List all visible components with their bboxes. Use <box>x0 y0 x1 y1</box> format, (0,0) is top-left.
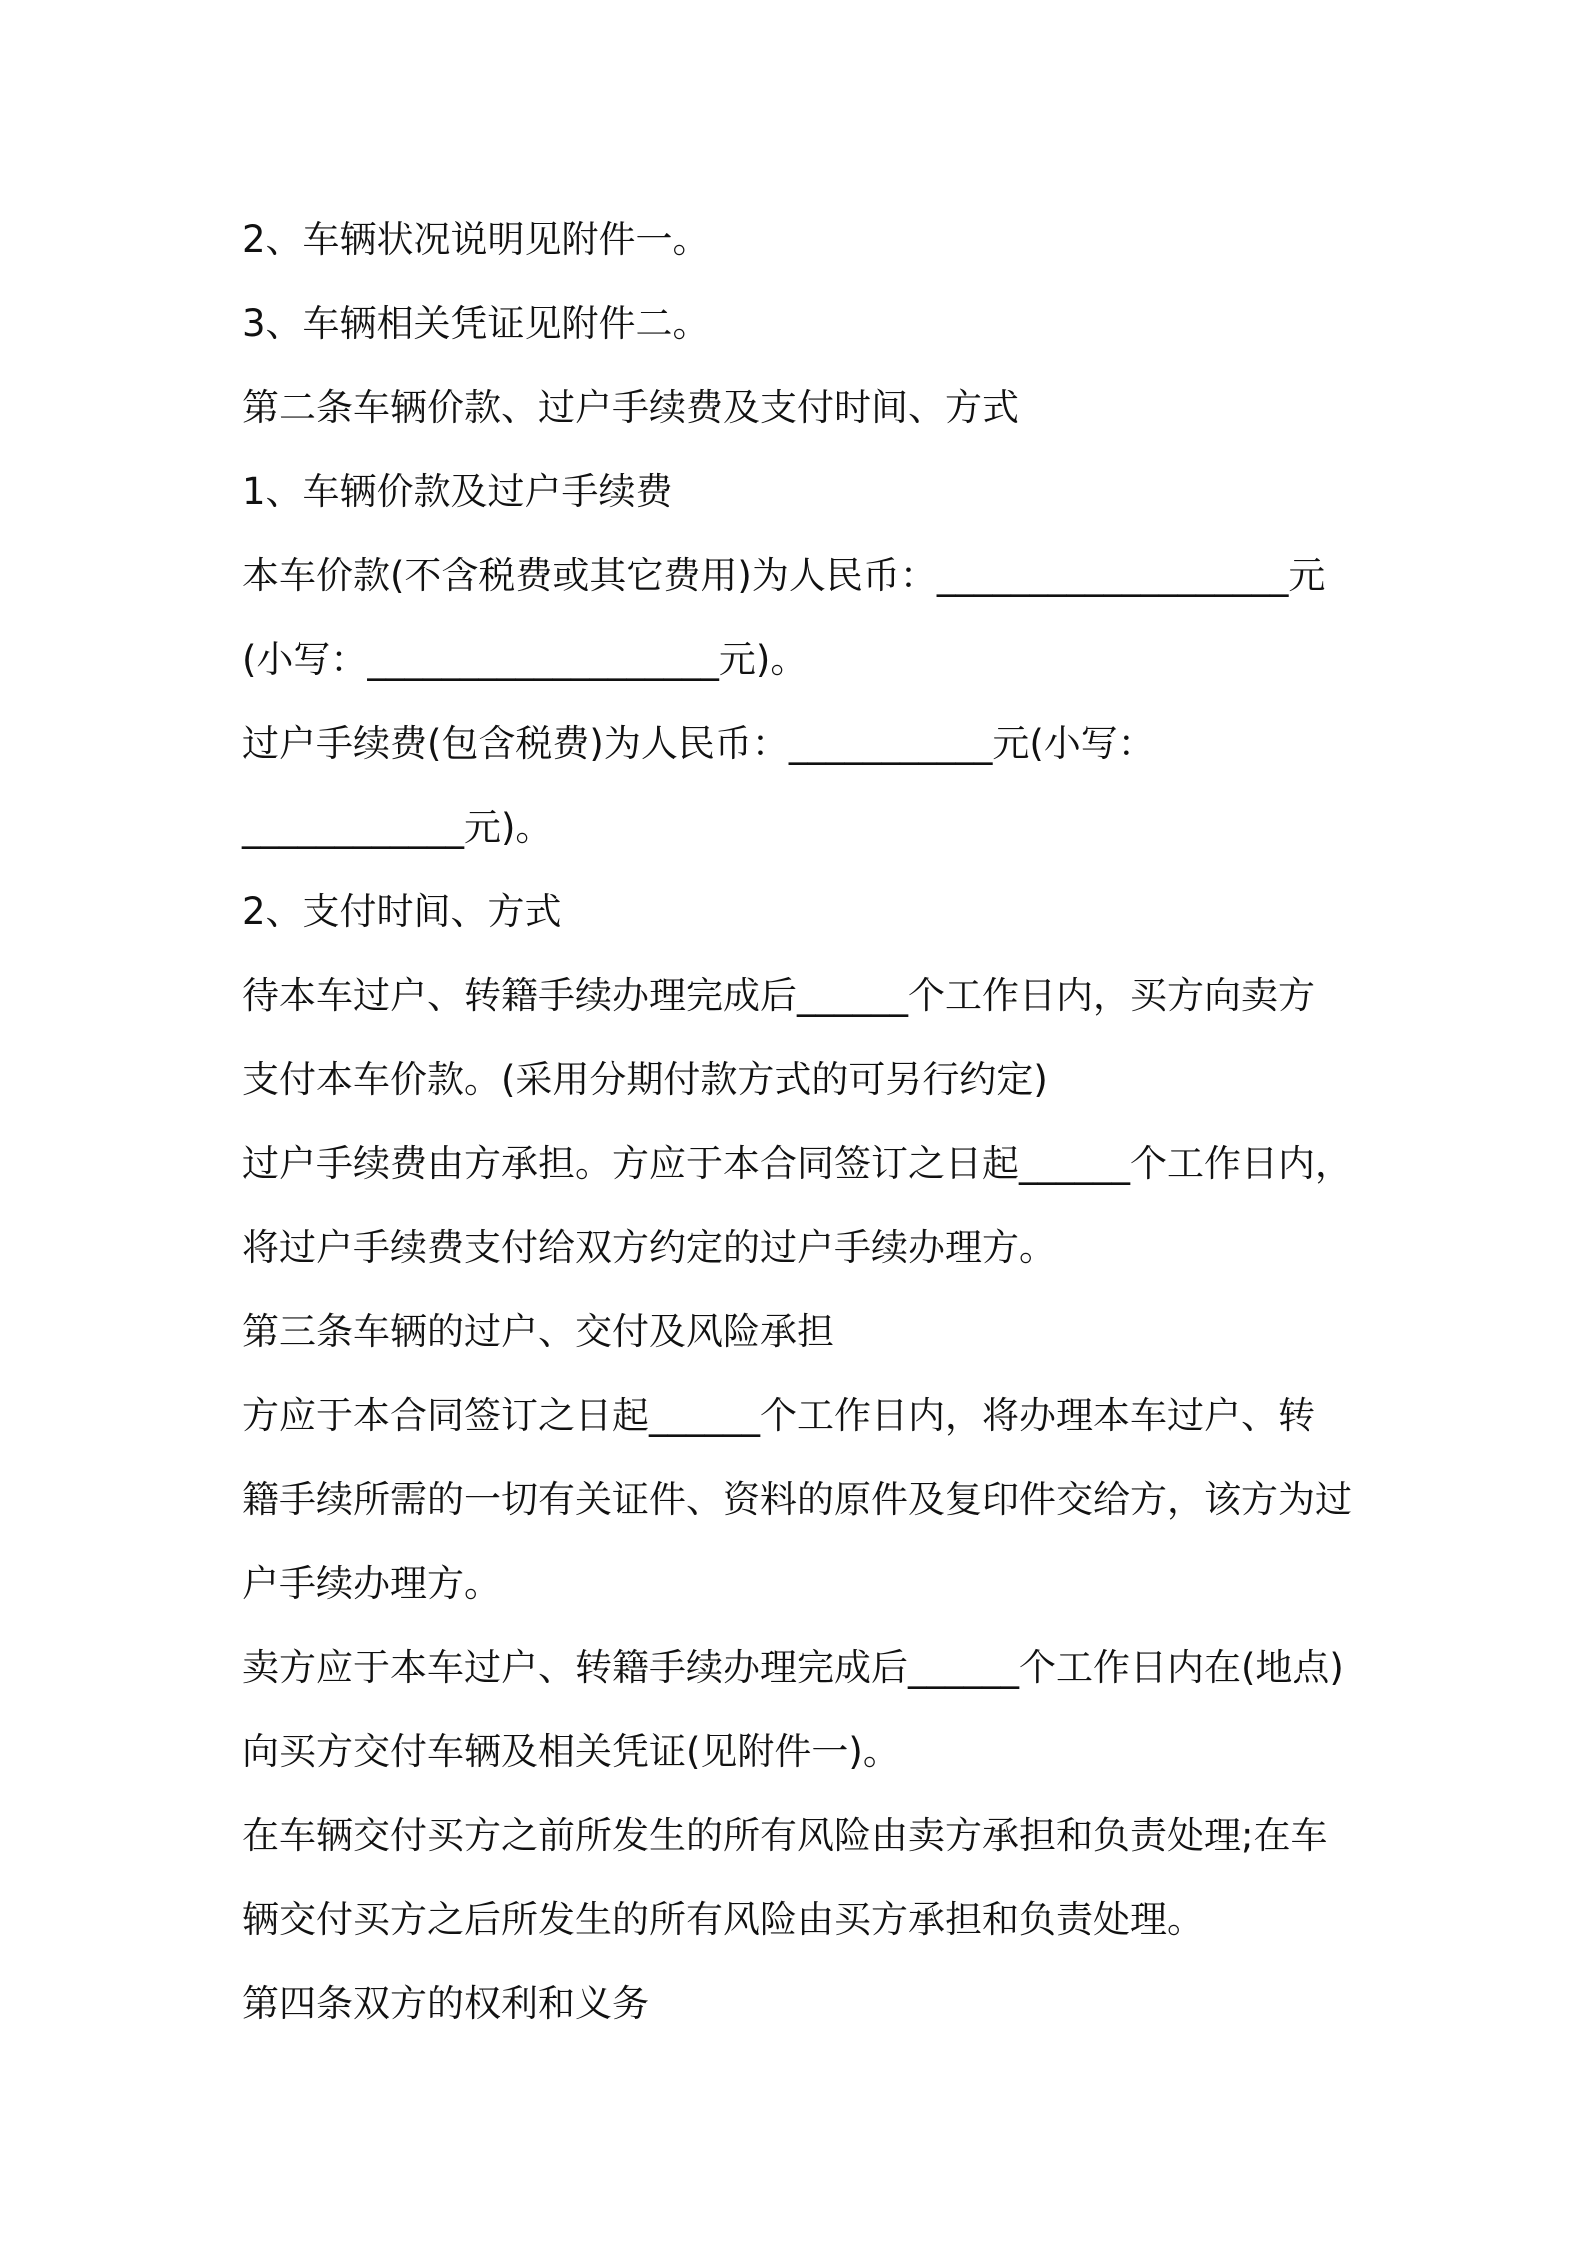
subsection-2-heading: 2、支付时间、方式 <box>242 890 562 933</box>
subsection-1-heading: 1、车辆价款及过户手续费 <box>242 470 673 513</box>
price-lowercase-line: (小写：___________________元)。 <box>242 638 808 681</box>
transfer-paragraph-line-2: 籍手续所需的一切有关证件、资料的原件及复印件交给方，该方为过 <box>242 1478 1352 1521</box>
transfer-paragraph-line-3: 户手续办理方。 <box>242 1562 501 1605</box>
article-2-heading: 第二条车辆价款、过户手续费及支付时间、方式 <box>242 386 1019 429</box>
risk-paragraph-line-2: 辆交付买方之后所发生的所有风险由买方承担和负责处理。 <box>242 1898 1204 1941</box>
payment-paragraph-line-1: 待本车过户、转籍手续办理完成后______个工作日内，买方向卖方 <box>242 974 1315 1017</box>
fee-paragraph-line-1: 过户手续费由方承担。方应于本合同签订之日起______个工作日内， <box>242 1142 1352 1185</box>
article-4-heading: 第四条双方的权利和义务 <box>242 1982 649 2025</box>
price-line: 本车价款(不含税费或其它费用)为人民币：___________________元 <box>242 554 1326 597</box>
article-3-heading: 第三条车辆的过户、交付及风险承担 <box>242 1310 834 1353</box>
clause-item-3-vehicle-documents: 3、车辆相关凭证见附件二。 <box>242 302 710 345</box>
risk-paragraph-line-1: 在车辆交付买方之前所发生的所有风险由卖方承担和负责处理;在车 <box>242 1814 1328 1857</box>
delivery-paragraph-line-1: 卖方应于本车过户、转籍手续办理完成后______个工作日内在(地点) <box>242 1646 1344 1689</box>
clause-item-2-vehicle-condition: 2、车辆状况说明见附件一。 <box>242 218 710 261</box>
delivery-paragraph-line-2: 向买方交付车辆及相关凭证(见附件一)。 <box>242 1730 900 1773</box>
transfer-fee-lowercase-line: ____________元)。 <box>242 806 553 849</box>
payment-paragraph-line-2: 支付本车价款。(采用分期付款方式的可另行约定) <box>242 1058 1048 1101</box>
document-body <box>242 198 1372 2046</box>
transfer-paragraph-line-1: 方应于本合同签订之日起______个工作日内，将办理本车过户、转 <box>242 1394 1315 1437</box>
fee-paragraph-line-2: 将过户手续费支付给双方约定的过户手续办理方。 <box>242 1226 1056 1269</box>
transfer-fee-line: 过户手续费(包含税费)为人民币：___________元(小写： <box>242 722 1155 765</box>
